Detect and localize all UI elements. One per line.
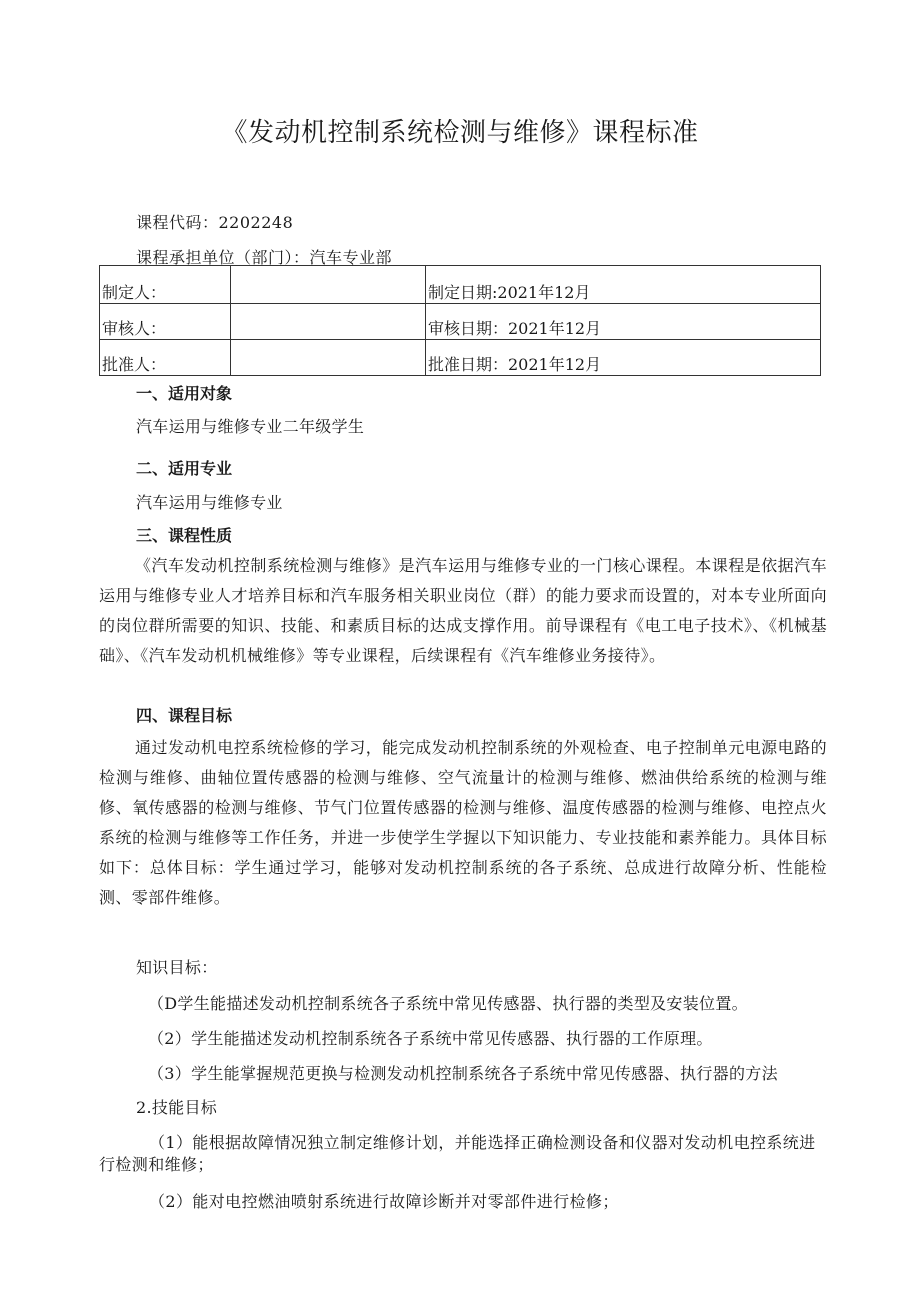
list-item: （1）能根据故障情况独立制定维修计划，并能选择正确检测设备和仪器对发动机电控系统进行检测和维修； xyxy=(99,1133,816,1174)
date-cell: 批准日期：2021年12月 xyxy=(426,340,821,376)
skill-label: 2.技能目标 xyxy=(136,1098,218,1117)
section-heading: 一、适用对象 xyxy=(136,384,233,403)
section-heading: 三、课程性质 xyxy=(136,526,233,545)
course-nature-paragraph: 《汽车发动机控制系统检测与维修》是汽车运用与维修专业的一门核心课程。本课程是依据汽车运用与维修专业人才培养目标和汽车服务相关职业岗位（群）的能力要求而设置的，对本专业所面向的岗位群所需要的知识、技能、和素质目标的达成支撑作用。前导课程有《电工电子技术》、《机械基础》、《汽车发动机机械维修》等专业课程，后续课程有《汽车维修业务接待》。 xyxy=(99,556,827,665)
table-row xyxy=(100,304,821,340)
list-item: （2）能对电控燃油喷射系统进行故障诊断并对零部件进行检修； xyxy=(149,1192,619,1211)
list-item: （3）学生能掌握规范更换与检测发动机控制系统各子系统中常见传感器、执行器的方法 xyxy=(148,1064,778,1083)
knowledge-label: 知识目标： xyxy=(136,958,218,977)
approval-table xyxy=(99,265,821,376)
course-goal-paragraph: 通过发动机电控系统检修的学习，能完成发动机控制系统的外观检查、电子控制单元电源电路的检测与维修、曲轴位置传感器的检测与维修、空气流量计的检测与维修、燃油供给系统的检测与维修、氧传感器的检测与维修、节气门位置传感器的检测与维修、温度传感器的检测与维修、电控点火系统的检测与维修等工作任务，并进一步使学生学握以下知识能力、专业技能和素养能力。具体目标如下：总体目标：学生通过学习，能够对发动机控制系统的各子系统、总成进行故障分析、性能检测、零部件维修。 xyxy=(99,738,827,907)
course-code: 课程代码：2202248 xyxy=(136,213,294,232)
date-cell: 审核日期：2021年12月 xyxy=(426,304,821,340)
document-title: 《发动机控制系统检测与维修》课程标准 xyxy=(221,118,699,148)
name-cell xyxy=(231,340,426,376)
table-row xyxy=(100,266,821,304)
role-cell: 制定人： xyxy=(100,266,231,304)
name-cell xyxy=(231,304,426,340)
list-item: （2）学生能描述发动机控制系统各子系统中常见传感器、执行器的工作原理。 xyxy=(148,1029,713,1048)
list-item: （D学生能描述发动机控制系统各子系统中常见传感器、执行器的类型及安装位置。 xyxy=(148,994,748,1013)
section-text: 汽车运用与维修专业 xyxy=(136,493,283,512)
department: 课程承担单位（部门）：汽车专业部 xyxy=(136,248,393,267)
table-row xyxy=(100,340,821,376)
role-cell: 批准人： xyxy=(100,340,231,376)
name-cell xyxy=(231,266,426,304)
role-cell: 审核人： xyxy=(100,304,231,340)
date-cell: 制定日期:2021年12月 xyxy=(426,266,821,304)
section-heading: 二、适用专业 xyxy=(136,459,233,478)
section-heading: 四、课程目标 xyxy=(136,706,233,725)
section-text: 汽车运用与维修专业二年级学生 xyxy=(136,417,365,436)
